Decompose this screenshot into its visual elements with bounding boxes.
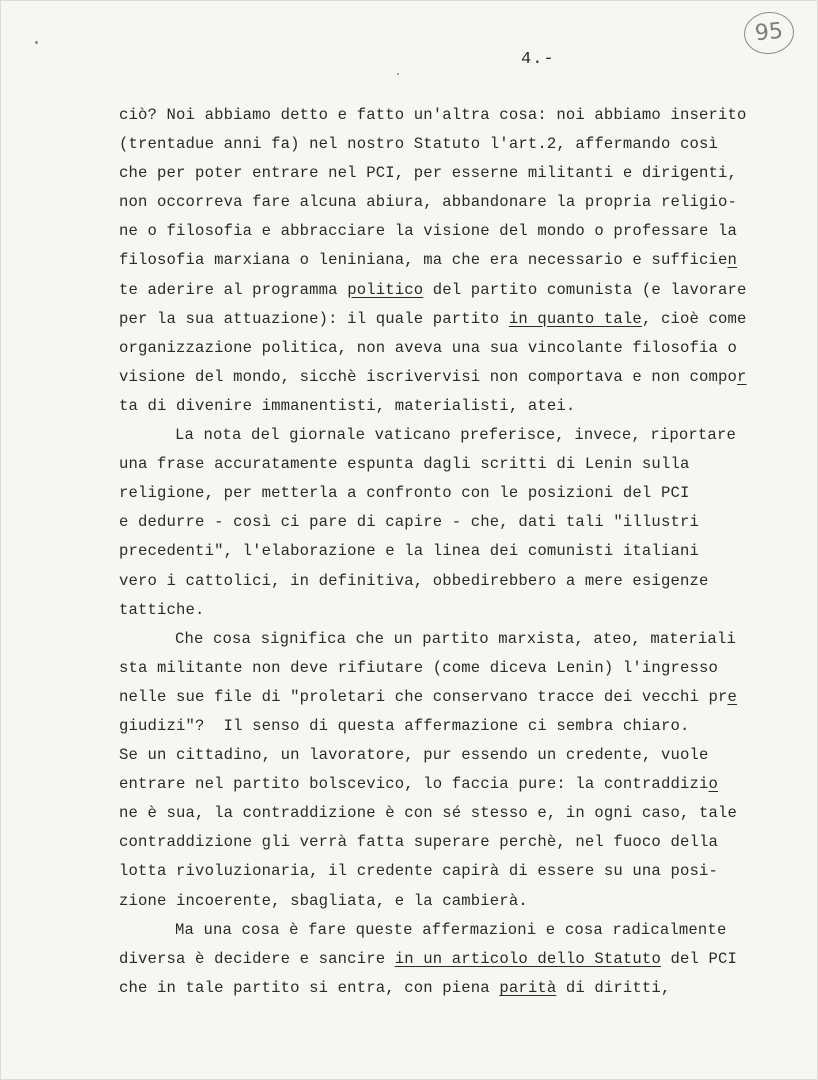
text-segment: vero i cattolici, in definitiva, obbedirebbero a mere esigenze — [119, 571, 709, 590]
typewritten-body — [119, 101, 809, 1003]
underlined-text: in quanto tale — [508, 309, 642, 328]
text-line — [119, 276, 809, 305]
text-segment: non occorreva fare alcuna abiura, abbandonare la propria religio- — [119, 193, 738, 212]
text-line — [119, 188, 809, 217]
text-line — [119, 654, 809, 683]
text-segment: ne o filosofia e abbracciare la visione del mondo o professare la — [119, 222, 738, 241]
text-segment: te aderire al programma — [119, 280, 348, 299]
text-line — [119, 392, 809, 421]
text-segment: una frase accuratamente espunta dagli scritti di Lenin sulla — [119, 455, 690, 474]
text-segment: ne è sua, la contraddizione è con sé stesso e, in ogni caso, tale — [119, 804, 738, 823]
text-line — [119, 857, 809, 886]
text-segment: Se un cittadino, un lavoratore, pur essendo un credente, vuole — [119, 746, 709, 765]
text-line — [119, 945, 809, 974]
text-line — [119, 887, 809, 916]
paper-speck — [35, 41, 38, 44]
text-segment: diversa è decidere e sancire — [119, 949, 395, 968]
text-segment: tattiche. — [119, 600, 205, 619]
text-line — [119, 741, 809, 770]
text-line — [119, 334, 809, 363]
underlined-text: n — [727, 251, 738, 270]
text-segment: Ma una cosa è fare queste affermazioni e cosa radicalmente — [175, 920, 727, 939]
text-segment: lotta rivoluzionaria, il credente capirà di essere su una posi- — [119, 862, 718, 881]
text-line — [119, 799, 809, 828]
underlined-text: o — [708, 775, 718, 794]
text-segment: giudizi"? Il senso di questa affermazione ci sembra chiaro. — [119, 716, 690, 735]
text-line — [119, 625, 809, 654]
text-segment: ciò? Noi abbiamo detto e fatto un'altra cosa: noi abbiamo inserito — [119, 106, 747, 124]
text-segment: (trentadue anni fa) nel nostro Statuto l'art.2, affermando così — [119, 135, 718, 154]
text-line — [119, 596, 809, 625]
text-segment: che in tale partito si entra, con piena — [119, 978, 500, 997]
page-number: 4.- — [521, 50, 555, 69]
text-line — [119, 305, 809, 334]
text-line — [119, 246, 809, 275]
text-line — [119, 217, 809, 246]
text-line — [119, 537, 809, 566]
text-line — [119, 363, 809, 392]
text-line — [119, 974, 809, 1003]
text-segment: e dedurre - così ci pare di capire - che, dati tali "illustri — [119, 513, 699, 532]
text-segment: ta di divenire immanentisti, materialisti, atei. — [119, 396, 576, 415]
page-stamp: 95 — [742, 10, 796, 57]
text-segment: di diritti, — [556, 978, 671, 997]
text-line — [119, 450, 809, 479]
text-line — [119, 479, 809, 508]
text-line — [119, 508, 809, 537]
underlined-text: politico — [347, 280, 424, 299]
text-segment: entrare nel partito bolscevico, lo faccia pure: la contraddizi — [119, 775, 709, 794]
text-segment: che per poter entrare nel PCI, per esserne militanti e dirigenti, — [119, 164, 738, 183]
underlined-text: in un articolo dello Statuto — [394, 949, 661, 968]
text-line — [119, 567, 809, 596]
text-line — [119, 159, 809, 188]
text-segment: filosofia marxiana o leniniana, ma che era necessario e sufficie — [119, 251, 728, 270]
text-segment: , cioè come — [641, 309, 747, 328]
text-segment: nelle sue file di "proletari che conservano tracce dei vecchi pr — [119, 687, 728, 706]
text-segment: organizzazione politica, non aveva una sua vincolante filosofia o — [119, 338, 738, 357]
text-segment: zione incoerente, sbagliata, e la cambierà. — [119, 891, 528, 910]
text-line — [119, 770, 809, 799]
text-line — [119, 683, 809, 712]
text-line — [119, 828, 809, 857]
text-segment: contraddizione gli verrà fatta superare perchè, nel fuoco della — [119, 833, 718, 852]
text-segment: religione, per metterla a confronto con le posizioni del PCI — [119, 484, 690, 503]
text-segment: per la sua attuazione): il quale partito — [119, 309, 509, 328]
text-line — [119, 130, 809, 159]
text-segment: Che cosa significa che un partito marxista, ateo, materiali — [175, 629, 736, 648]
text-line — [119, 916, 809, 945]
text-line — [119, 421, 809, 450]
underlined-text: parità — [499, 978, 557, 997]
underlined-text: e — [727, 687, 738, 706]
text-segment: del PCI — [660, 949, 738, 968]
paper-speck — [397, 73, 399, 75]
text-line — [119, 712, 809, 741]
text-segment: precedenti", l'elaborazione e la linea dei comunisti italiani — [119, 542, 699, 561]
text-segment: del partito comunista (e lavorare — [423, 280, 747, 299]
text-segment: La nota del giornale vaticano preferisce, invece, riportare — [175, 426, 736, 445]
text-line — [119, 101, 809, 130]
text-segment: visione del mondo, sicchè iscrivervisi non comportava e non compo — [119, 367, 738, 386]
text-segment: sta militante non deve rifiutare (come diceva Lenin) l'ingresso — [119, 658, 718, 677]
underlined-text: r — [737, 367, 747, 386]
